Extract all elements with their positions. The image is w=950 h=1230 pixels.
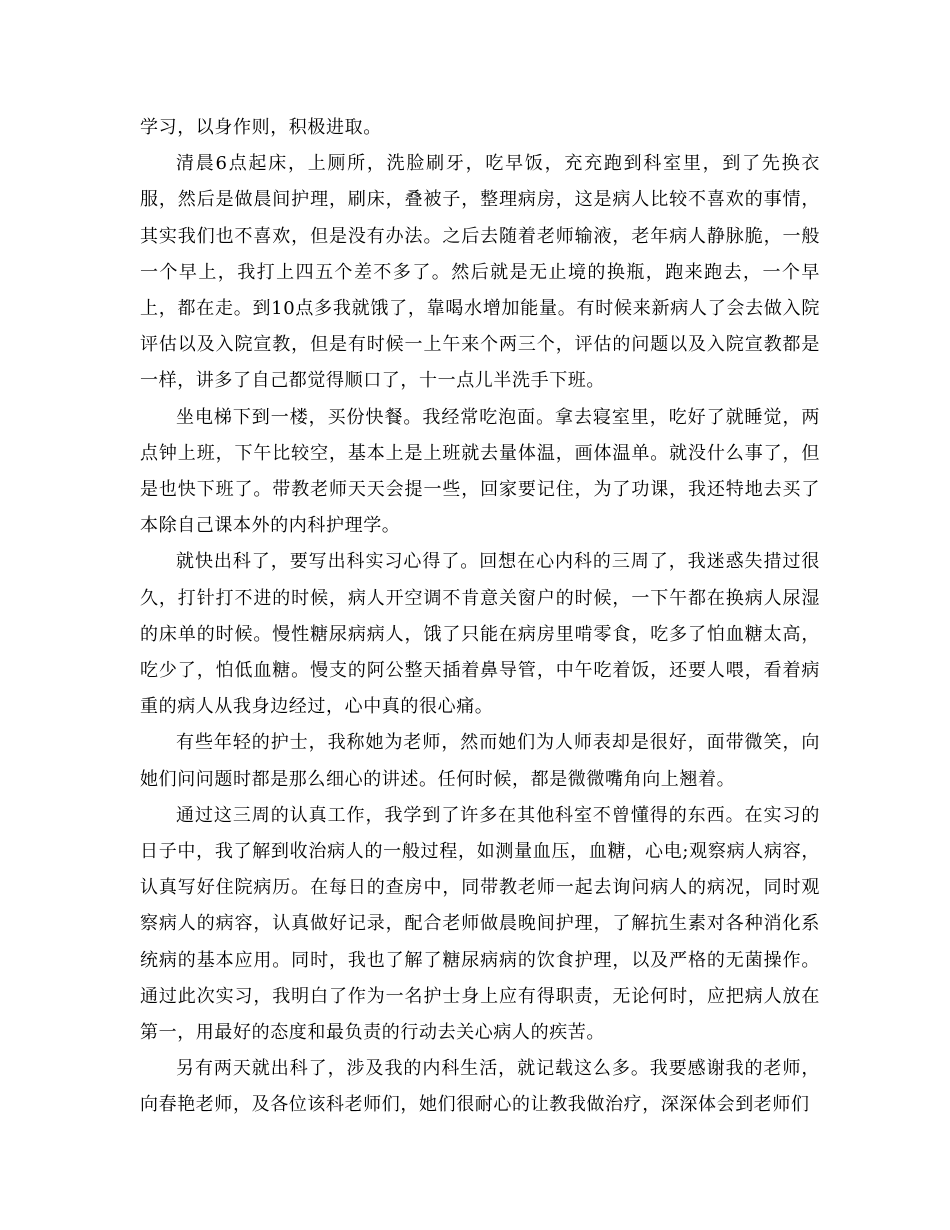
paragraph: 学习，以身作则，积极进取。 (140, 117, 382, 138)
paragraph: 清晨6点起床，上厕所，洗脸刷牙，吃早饭，充充跑到科室里，到了先换衣服，然后是做晨间护理，刷床，叠被子，整理病房，这是病人比较不喜欢的事情，其实我们也不喜欢，但是没有办法。之后去随着老师输液，老年病人静脉脆，一般一个早上，我打上四五个差不多了。然后就是无止境的换瓶，跑来跑去，一个早上，都在走。到10点多我就饿了，靠喝水增加能量。有时候来新病人了会去做入院评估以及入院宣教，但是有时候一上午来个两三个，评估的问题以及入院宣教都是一样，讲多了自己都觉得顺口了，十一点儿半洗手下班。 (140, 153, 820, 392)
paragraph: 就快出科了，要写出科实习心得了。回想在心内科的三周了，我迷惑失措过很久，打针打不进的时候，病人开空调不肯意关窗户的时候，一下午都在换病人尿湿的床单的时候。慢性糖尿病病人，饿了只能在病房里啃零食，吃多了怕血糖太高，吃少了，怕低血糖。慢支的阿公整天插着鼻导管，中午吃着饭，还要人喂，看着病重的病人从我身边经过，心中真的很心痛。 (140, 551, 820, 718)
paragraph: 有些年轻的护士，我称她为老师，然而她们为人师表却是很好，面带微笑，向她们问问题时都是那么细心的讲述。任何时候，都是微微嘴角向上翘着。 (140, 732, 820, 790)
paragraph: 坐电梯下到一楼，买份快餐。我经常吃泡面。拿去寝室里，吃好了就睡觉，两点钟上班，下午比较空，基本上是上班就去量体温，画体温单。就没什么事了，但是也快下班了。带教老师天天会提一些，回家要记住，为了功课，我还特地去买了本除自己课本外的内科护理学。 (140, 406, 820, 537)
paragraph: 另有两天就出科了，涉及我的内科生活，就记载这么多。我要感谢我的老师，向春艳老师，及各位该科老师们，她们很耐心的让教我做治疗，深深体会到老师们 (140, 1058, 820, 1116)
document-body (140, 110, 820, 1124)
paragraph: 通过这三周的认真工作，我学到了许多在其他科室不曾懂得的东西。在实习的日子中，我了解到收治病人的一般过程，如测量血压，血糖，心电;观察病人病容，认真写好住院病历。在每日的查房中，同带教老师一起去询问病人的病况，同时观察病人的病容，认真做好记录，配合老师做晨晚间护理，了解抗生素对各种消化系统病的基本应用。同时，我也了解了糖尿病病的饮食护理，以及严格的无菌操作。通过此次实习，我明白了作为一名护士身上应有得职责，无论何时，应把病人放在第一，用最好的态度和最负责的行动去关心病人的疾苦。 (140, 804, 820, 1044)
